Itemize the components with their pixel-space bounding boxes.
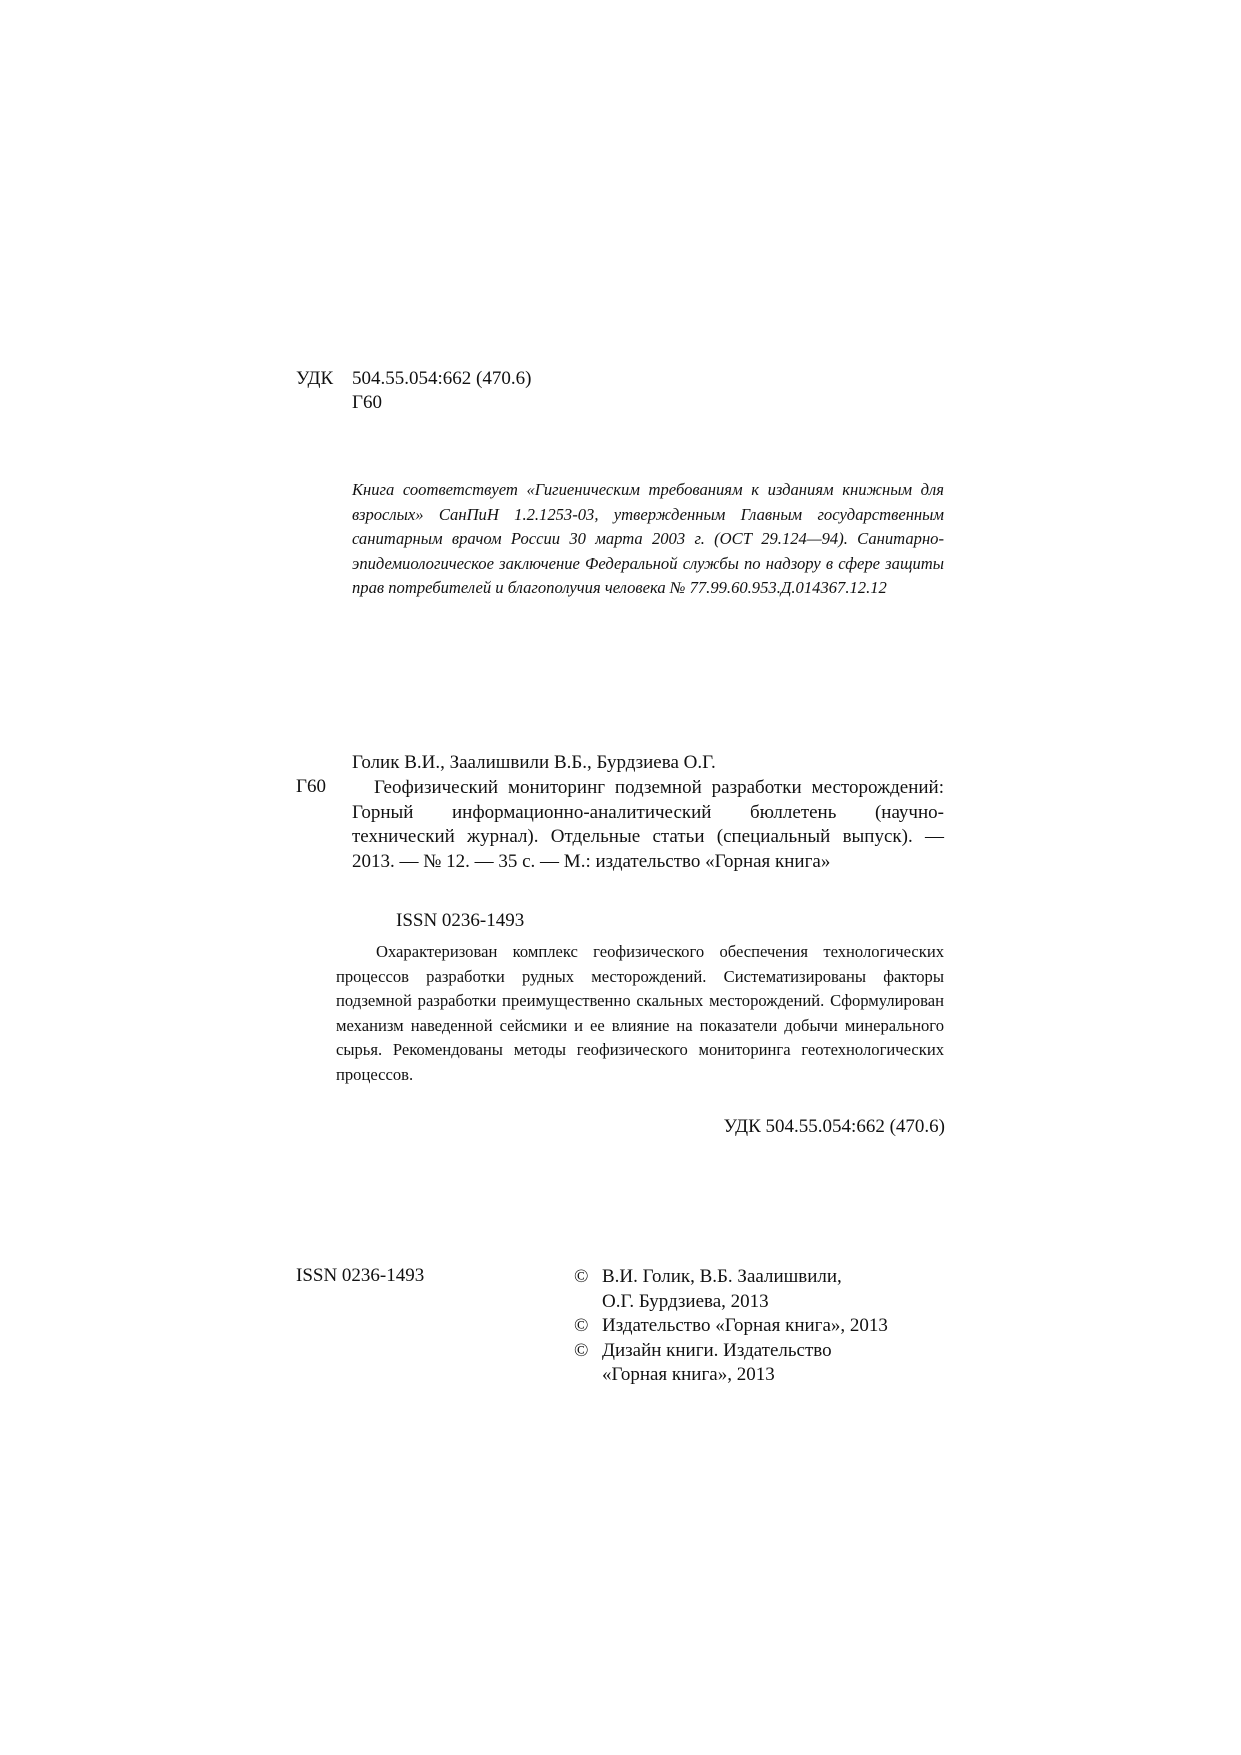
copyright-sign: © — [574, 1266, 589, 1287]
copyright-block — [574, 1265, 888, 1388]
copyright-text: Издательство «Горная книга», 2013 — [602, 1315, 888, 1337]
abstract: Охарактеризован комплекс геофизического обеспечения технологических процессов разработки рудных месторождений. Систематизированы факторы подземной разработки преимущественно скальных месторождений. Сформулирован механизм наведенной сейсмики и ее влияние на показатели добычи минерального сырья. Рекомендованы методы геофизического мониторинга геотехнологических процессов. — [336, 942, 944, 1084]
catalog-issn: ISSN 0236-1493 — [396, 910, 525, 931]
hygiene-note: Книга соответствует «Гигиеническим требованиям к изданиям книжным для взрослых» СанПиН 1.2.1253-03, утвержденным Главным государственным санитарным врачом России 30 марта 2003 г. (ОСТ 29.124—94). Санитарно-эпидемиологическое заключение Федеральной службы по надзору в сфере защиты прав потребителей и благополучия человека № 77.99.60.953.Д.014367.12.12 — [352, 480, 944, 598]
copyright-sign: © — [574, 1315, 589, 1337]
catalog-index: Г60 — [296, 776, 326, 797]
footer-issn: ISSN 0236-1493 — [296, 1265, 425, 1286]
copyright-text: В.И. Голик, В.Б. Заалишвили, О.Г. Бурдзиева, 2013 — [602, 1266, 842, 1312]
copyright-text: Дизайн книги. Издательство «Горная книга», 2013 — [602, 1339, 832, 1386]
copyright-sign: © — [574, 1339, 589, 1361]
udk-code: 504.55.054:662 (470.6) — [352, 368, 532, 389]
udk-label: УДК — [296, 368, 334, 389]
copyright-line — [574, 1265, 888, 1314]
catalog-udk: УДК 504.55.054:662 (470.6) — [723, 1116, 945, 1137]
author-index: Г60 — [352, 392, 382, 413]
bibliographic-description: Геофизический мониторинг подземной разработки месторождений: Горный информационно-аналитический бюллетень (научно-технический журнал). Отдельные статьи (специальный выпуск). — 2013. — № 12. — 35 с. — М.: издательство «Горная книга» — [352, 777, 944, 872]
catalog-authors: Голик В.И., Заалишвили В.Б., Бурдзиева О.Г. — [352, 752, 716, 773]
copyright-line — [574, 1339, 888, 1388]
copyright-line — [574, 1314, 888, 1339]
